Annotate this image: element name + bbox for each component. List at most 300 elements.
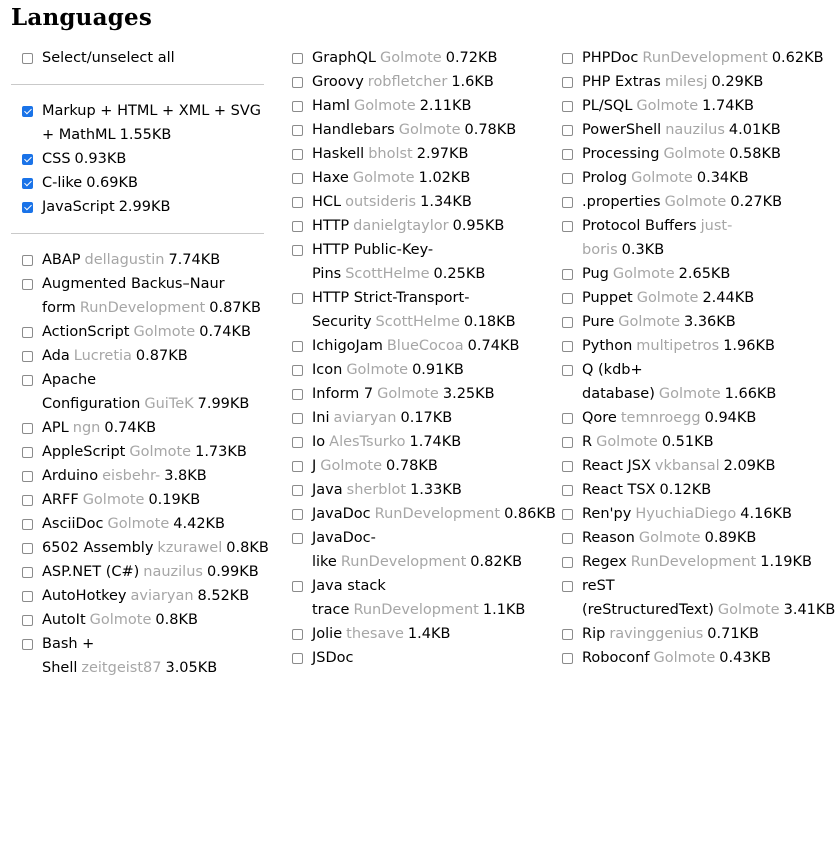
- language-label[interactable]: ASP.NET (C#): [42, 564, 140, 580]
- file-size: 0.87KB: [209, 300, 261, 316]
- language-item[interactable]: [21, 147, 269, 171]
- language-label[interactable]: PHP Extras: [582, 74, 661, 90]
- language-item[interactable]: [561, 574, 835, 622]
- language-item[interactable]: [561, 358, 801, 406]
- language-label[interactable]: Apache Configuration: [42, 372, 141, 412]
- language-label[interactable]: C-like: [42, 175, 83, 191]
- file-size: 3.41KB: [783, 602, 835, 618]
- language-checkbox[interactable]: [292, 461, 303, 472]
- language-label[interactable]: Java: [312, 482, 343, 498]
- language-checkbox[interactable]: [22, 327, 33, 338]
- file-size: 0.74KB: [199, 324, 251, 340]
- author-link[interactable]: Golmote: [638, 530, 701, 546]
- language-label[interactable]: Markup + HTML + XML + SVG + MathML: [42, 103, 262, 143]
- language-checkbox[interactable]: [22, 375, 33, 386]
- file-size: 2.99KB: [118, 199, 171, 215]
- language-label[interactable]: React TSX: [582, 482, 656, 498]
- language-checkbox[interactable]: [22, 615, 33, 626]
- language-item[interactable]: [561, 550, 812, 574]
- language-checkbox[interactable]: [562, 125, 573, 136]
- file-size: 2.65KB: [678, 266, 731, 282]
- language-item[interactable]: [561, 334, 801, 358]
- language-checkbox[interactable]: [292, 485, 303, 496]
- language-checkbox[interactable]: [22, 178, 33, 189]
- author-link[interactable]: ScottHelme: [375, 314, 460, 330]
- author-link[interactable]: Golmote: [664, 194, 727, 210]
- author-link[interactable]: eisbehr-: [102, 468, 161, 484]
- language-item[interactable]: [561, 502, 801, 526]
- author-link[interactable]: BlueCocoa: [386, 338, 464, 354]
- language-checkbox[interactable]: [22, 423, 33, 434]
- author-link[interactable]: Golmote: [353, 98, 416, 114]
- separator-bottom: [11, 233, 264, 234]
- language-item[interactable]: [291, 406, 536, 430]
- language-label[interactable]: PL/SQL: [582, 98, 633, 114]
- language-label[interactable]: React JSX: [582, 458, 651, 474]
- author-link[interactable]: Golmote: [631, 170, 693, 186]
- language-checkbox[interactable]: [562, 101, 573, 112]
- column-1: [21, 46, 269, 680]
- language-label[interactable]: 6502 Assembly: [42, 540, 154, 556]
- language-label[interactable]: Bash + Shell: [42, 636, 95, 676]
- language-label[interactable]: Inform 7: [312, 386, 374, 402]
- language-checkbox[interactable]: [292, 581, 303, 592]
- language-checkbox[interactable]: [562, 365, 573, 376]
- language-checkbox[interactable]: [22, 543, 33, 554]
- file-size: 0.8KB: [226, 540, 269, 556]
- language-item[interactable]: [561, 214, 801, 262]
- language-checkbox[interactable]: [292, 653, 303, 664]
- language-item[interactable]: [561, 526, 801, 550]
- language-checkbox[interactable]: [22, 106, 33, 117]
- language-item[interactable]: [291, 46, 536, 70]
- language-item[interactable]: [291, 286, 536, 334]
- language-label[interactable]: PowerShell: [582, 122, 662, 138]
- language-item[interactable]: [21, 99, 269, 147]
- language-checkbox[interactable]: [22, 471, 33, 482]
- language-item[interactable]: [21, 195, 269, 219]
- author-link[interactable]: Golmote: [636, 290, 699, 306]
- language-label[interactable]: Puppet: [582, 290, 633, 306]
- language-label[interactable]: Icon: [312, 362, 343, 378]
- language-item[interactable]: [291, 238, 536, 286]
- language-checkbox[interactable]: [562, 581, 573, 592]
- file-size: 1.4KB: [407, 626, 451, 642]
- author-link[interactable]: ngn: [72, 420, 101, 436]
- author-link[interactable]: multipetros: [636, 338, 720, 354]
- language-item[interactable]: [561, 94, 801, 118]
- language-item[interactable]: [561, 478, 801, 502]
- file-size: 2.09KB: [723, 458, 776, 474]
- file-size: 0.3KB: [621, 242, 665, 258]
- file-size: 0.89KB: [704, 530, 757, 546]
- language-label[interactable]: Java stack trace: [312, 578, 386, 618]
- language-checkbox[interactable]: [562, 629, 573, 640]
- language-checkbox[interactable]: [292, 533, 303, 544]
- author-link[interactable]: Golmote: [653, 650, 716, 666]
- author-link[interactable]: Golmote: [717, 602, 780, 618]
- language-label[interactable]: AsciiDoc: [42, 516, 104, 532]
- language-checkbox[interactable]: [562, 461, 573, 472]
- language-item[interactable]: [561, 190, 801, 214]
- column-2: [291, 46, 556, 670]
- language-label[interactable]: Qore: [582, 410, 617, 426]
- language-checkbox[interactable]: [292, 221, 303, 232]
- file-size: 0.19KB: [148, 492, 201, 508]
- author-link[interactable]: nauzilus: [143, 564, 203, 580]
- author-link[interactable]: Golmote: [352, 170, 415, 186]
- language-checkbox[interactable]: [292, 629, 303, 640]
- file-size: 0.72KB: [445, 50, 498, 66]
- language-item[interactable]: [561, 46, 824, 70]
- language-item[interactable]: [291, 70, 536, 94]
- author-link[interactable]: Golmote: [618, 314, 680, 330]
- author-link[interactable]: bholst: [368, 146, 413, 162]
- language-checkbox[interactable]: [22, 567, 33, 578]
- file-size: 3.36KB: [684, 314, 736, 330]
- file-size: 1.1KB: [482, 602, 526, 618]
- language-item[interactable]: [291, 214, 536, 238]
- author-link[interactable]: Golmote: [398, 122, 461, 138]
- language-item[interactable]: [291, 382, 536, 406]
- language-label[interactable]: IchigoJam: [312, 338, 383, 354]
- language-checkbox[interactable]: [292, 389, 303, 400]
- language-label[interactable]: Jolie: [312, 626, 343, 642]
- language-checkbox[interactable]: [562, 533, 573, 544]
- language-label[interactable]: Protocol Buffers: [582, 218, 697, 234]
- language-label[interactable]: Haskell: [312, 146, 365, 162]
- language-checkbox[interactable]: [22, 495, 33, 506]
- language-checkbox[interactable]: [562, 173, 573, 184]
- language-label[interactable]: Python: [582, 338, 633, 354]
- language-item[interactable]: [21, 171, 269, 195]
- language-checkbox[interactable]: [292, 365, 303, 376]
- language-label[interactable]: GraphQL: [312, 50, 376, 66]
- language-label[interactable]: HCL: [312, 194, 342, 210]
- language-checkbox[interactable]: [292, 173, 303, 184]
- language-label[interactable]: ARFF: [42, 492, 79, 508]
- file-size: 1.74KB: [409, 434, 462, 450]
- language-item[interactable]: [561, 142, 801, 166]
- language-checkbox[interactable]: [562, 485, 573, 496]
- author-link[interactable]: ScottHelme: [345, 266, 430, 282]
- language-item[interactable]: [291, 358, 536, 382]
- language-item[interactable]: [21, 368, 269, 416]
- language-item[interactable]: [561, 622, 801, 646]
- language-checkbox[interactable]: [292, 437, 303, 448]
- language-item[interactable]: [291, 574, 536, 622]
- file-size: 0.27KB: [730, 194, 783, 210]
- language-label[interactable]: .properties: [582, 194, 661, 210]
- language-item[interactable]: [21, 488, 269, 512]
- language-label[interactable]: Handlebars: [312, 122, 395, 138]
- language-label[interactable]: Groovy: [312, 74, 364, 90]
- language-label[interactable]: PHPDoc: [582, 50, 639, 66]
- language-label[interactable]: Arduino: [42, 468, 99, 484]
- language-checkbox[interactable]: [22, 154, 33, 165]
- language-item[interactable]: [21, 416, 269, 440]
- author-link[interactable]: kzurawel: [157, 540, 223, 556]
- language-label[interactable]: ABAP: [42, 252, 81, 268]
- language-checkbox[interactable]: [562, 77, 573, 88]
- language-checkbox[interactable]: [292, 53, 303, 64]
- language-item[interactable]: [291, 430, 536, 454]
- language-label[interactable]: Regex: [582, 554, 627, 570]
- language-label[interactable]: JSDoc: [312, 650, 354, 666]
- author-link[interactable]: Golmote: [663, 146, 726, 162]
- author-link[interactable]: Golmote: [379, 50, 442, 66]
- language-label[interactable]: Roboconf: [582, 650, 650, 666]
- file-size: 7.99KB: [197, 396, 250, 412]
- language-item[interactable]: [561, 454, 801, 478]
- language-checkbox[interactable]: [562, 653, 573, 664]
- language-item[interactable]: [561, 406, 801, 430]
- file-size: 0.82KB: [470, 554, 523, 570]
- language-checkbox[interactable]: [22, 279, 33, 290]
- page-title: Languages: [11, 4, 152, 31]
- language-item[interactable]: [561, 430, 801, 454]
- author-link[interactable]: aviaryan: [333, 410, 397, 426]
- language-label[interactable]: JavaDoc-like: [312, 530, 376, 570]
- language-item[interactable]: [561, 286, 801, 310]
- language-checkbox[interactable]: [22, 202, 33, 213]
- language-list-col1: [21, 248, 269, 680]
- language-checkbox[interactable]: [292, 125, 303, 136]
- file-size: 0.51KB: [661, 434, 714, 450]
- file-size: 1.34KB: [420, 194, 472, 210]
- enabled-languages-group: [21, 99, 269, 219]
- language-item[interactable]: [21, 608, 269, 632]
- language-label[interactable]: Ini: [312, 410, 330, 426]
- language-item[interactable]: [291, 142, 536, 166]
- language-label[interactable]: Pug: [582, 266, 609, 282]
- language-label[interactable]: Q (kdb+ database): [582, 362, 655, 402]
- language-checkbox[interactable]: [292, 413, 303, 424]
- language-item[interactable]: [561, 310, 801, 334]
- language-label[interactable]: R: [582, 434, 593, 450]
- language-checkbox[interactable]: [562, 197, 573, 208]
- language-label[interactable]: Processing: [582, 146, 660, 162]
- file-size: 0.91KB: [412, 362, 464, 378]
- language-checkbox[interactable]: [292, 245, 303, 256]
- file-size: 3.25KB: [442, 386, 495, 402]
- language-label[interactable]: Prolog: [582, 170, 628, 186]
- language-item[interactable]: [561, 118, 801, 142]
- author-link[interactable]: RunDevelopment: [642, 50, 768, 66]
- language-label[interactable]: Io: [312, 434, 326, 450]
- language-checkbox[interactable]: [292, 77, 303, 88]
- author-link[interactable]: danielgtaylor: [353, 218, 449, 234]
- language-checkbox[interactable]: [562, 509, 573, 520]
- language-item[interactable]: [21, 440, 269, 464]
- language-checkbox[interactable]: [292, 509, 303, 520]
- language-label[interactable]: AutoIt: [42, 612, 86, 628]
- language-checkbox[interactable]: [22, 591, 33, 602]
- language-item[interactable]: [21, 344, 269, 368]
- language-label[interactable]: ActionScript: [42, 324, 130, 340]
- language-item[interactable]: [561, 70, 801, 94]
- language-checkbox[interactable]: [562, 341, 573, 352]
- author-link[interactable]: Golmote: [129, 444, 192, 460]
- author-link[interactable]: HyuchiaDiego: [635, 506, 737, 522]
- author-link[interactable]: RunDevelopment: [374, 506, 501, 522]
- language-label[interactable]: reST (reStructuredText): [582, 578, 714, 618]
- language-item[interactable]: [291, 478, 536, 502]
- language-label[interactable]: CSS: [42, 151, 71, 167]
- author-link[interactable]: aviaryan: [130, 588, 194, 604]
- language-label[interactable]: Ren'py: [582, 506, 632, 522]
- language-checkbox[interactable]: [292, 197, 303, 208]
- language-checkbox[interactable]: [562, 149, 573, 160]
- language-checkbox[interactable]: [562, 53, 573, 64]
- language-checkbox[interactable]: [292, 149, 303, 160]
- language-checkbox[interactable]: [292, 101, 303, 112]
- language-label[interactable]: AutoHotkey: [42, 588, 127, 604]
- author-link[interactable]: AlesTsurko: [329, 434, 406, 450]
- language-item[interactable]: [21, 464, 269, 488]
- file-size: 0.12KB: [659, 482, 712, 498]
- file-size: 1.33KB: [410, 482, 462, 498]
- file-size: 1.73KB: [195, 444, 247, 460]
- language-label[interactable]: Augmented Backus–Naur form: [42, 276, 225, 316]
- author-link[interactable]: temnroegg: [620, 410, 701, 426]
- file-size: 4.42KB: [173, 516, 226, 532]
- language-checkbox[interactable]: [22, 447, 33, 458]
- language-label[interactable]: HTTP Strict-Transport-Security: [312, 290, 470, 330]
- author-link[interactable]: RunDevelopment: [353, 602, 479, 618]
- author-link[interactable]: Golmote: [107, 516, 170, 532]
- author-link[interactable]: robfletcher: [367, 74, 448, 90]
- file-size: 4.16KB: [740, 506, 793, 522]
- select-all-item[interactable]: [21, 46, 269, 70]
- select-all-checkbox[interactable]: [22, 53, 33, 64]
- language-checkbox[interactable]: [562, 413, 573, 424]
- select-all-group: [21, 46, 269, 70]
- file-size: 7.74KB: [168, 252, 221, 268]
- language-label[interactable]: APL: [42, 420, 69, 436]
- file-size: 0.74KB: [467, 338, 520, 354]
- author-link[interactable]: Golmote: [346, 362, 409, 378]
- language-label[interactable]: J: [312, 458, 317, 474]
- file-size: 0.34KB: [696, 170, 749, 186]
- language-item[interactable]: [21, 320, 269, 344]
- language-item[interactable]: [291, 190, 536, 214]
- language-checkbox[interactable]: [562, 269, 573, 280]
- language-item[interactable]: [291, 94, 536, 118]
- language-label[interactable]: Select/unselect all: [42, 50, 175, 66]
- file-size: 0.58KB: [729, 146, 781, 162]
- author-link[interactable]: outsideris: [345, 194, 417, 210]
- author-link[interactable]: Golmote: [82, 492, 145, 508]
- author-link[interactable]: sherblot: [346, 482, 407, 498]
- language-label[interactable]: Pure: [582, 314, 615, 330]
- language-checkbox[interactable]: [22, 255, 33, 266]
- language-item[interactable]: [291, 334, 536, 358]
- author-link[interactable]: milesj: [664, 74, 708, 90]
- language-label[interactable]: Haxe: [312, 170, 349, 186]
- language-item[interactable]: [291, 622, 536, 646]
- file-size: 1.96KB: [723, 338, 775, 354]
- language-item[interactable]: [291, 166, 536, 190]
- language-checkbox[interactable]: [562, 557, 573, 568]
- language-item[interactable]: [21, 632, 269, 680]
- language-label[interactable]: Ada: [42, 348, 70, 364]
- language-checkbox[interactable]: [562, 437, 573, 448]
- file-size: 8.52KB: [197, 588, 250, 604]
- author-link[interactable]: Golmote: [658, 386, 721, 402]
- author-link[interactable]: vkbansal: [654, 458, 720, 474]
- column-3: [561, 46, 835, 670]
- language-item[interactable]: [291, 526, 536, 574]
- language-item[interactable]: [21, 536, 269, 560]
- file-size: 0.69KB: [86, 175, 138, 191]
- language-item[interactable]: [291, 118, 536, 142]
- language-label[interactable]: Rip: [582, 626, 606, 642]
- author-link[interactable]: Golmote: [377, 386, 439, 402]
- author-link[interactable]: Lucretia: [73, 348, 132, 364]
- author-link[interactable]: Golmote: [89, 612, 152, 628]
- language-checkbox[interactable]: [562, 221, 573, 232]
- language-checkbox[interactable]: [292, 293, 303, 304]
- language-item[interactable]: [21, 560, 269, 584]
- language-item[interactable]: [291, 646, 536, 670]
- file-size: 2.44KB: [702, 290, 755, 306]
- language-item[interactable]: [21, 512, 269, 536]
- language-checkbox[interactable]: [562, 293, 573, 304]
- author-link[interactable]: RunDevelopment: [630, 554, 757, 570]
- author-link[interactable]: GuiTeK: [144, 396, 194, 412]
- author-link[interactable]: dellagustin: [84, 252, 165, 268]
- language-item[interactable]: [561, 166, 801, 190]
- author-link[interactable]: Golmote: [596, 434, 658, 450]
- language-label[interactable]: JavaScript: [42, 199, 115, 215]
- author-link[interactable]: Golmote: [612, 266, 675, 282]
- author-link[interactable]: thesave: [346, 626, 404, 642]
- author-link[interactable]: zeitgeist87: [81, 660, 162, 676]
- language-label[interactable]: Haml: [312, 98, 350, 114]
- language-checkbox[interactable]: [292, 341, 303, 352]
- author-link[interactable]: ravinggenius: [609, 626, 704, 642]
- author-link[interactable]: just-boris: [582, 218, 733, 258]
- language-item[interactable]: [21, 248, 269, 272]
- language-label[interactable]: HTTP Public-Key-Pins: [312, 242, 434, 282]
- language-list-col2: [291, 46, 556, 670]
- language-checkbox[interactable]: [22, 519, 33, 530]
- language-item[interactable]: [291, 502, 556, 526]
- language-label[interactable]: AppleScript: [42, 444, 126, 460]
- language-item[interactable]: [291, 454, 536, 478]
- language-item[interactable]: [21, 272, 269, 320]
- author-link[interactable]: Golmote: [636, 98, 699, 114]
- file-size: 1.02KB: [418, 170, 471, 186]
- language-checkbox[interactable]: [562, 317, 573, 328]
- file-size: 0.87KB: [135, 348, 188, 364]
- language-label[interactable]: HTTP: [312, 218, 350, 234]
- file-size: 1.66KB: [724, 386, 777, 402]
- language-checkbox[interactable]: [22, 351, 33, 362]
- language-item[interactable]: [561, 646, 801, 670]
- author-link[interactable]: Golmote: [133, 324, 196, 340]
- author-link[interactable]: Golmote: [320, 458, 383, 474]
- author-link[interactable]: RunDevelopment: [79, 300, 206, 316]
- author-link[interactable]: RunDevelopment: [340, 554, 467, 570]
- author-link[interactable]: nauzilus: [665, 122, 725, 138]
- language-checkbox[interactable]: [22, 639, 33, 650]
- language-label[interactable]: JavaDoc: [312, 506, 371, 522]
- language-item[interactable]: [21, 584, 269, 608]
- language-label[interactable]: Reason: [582, 530, 635, 546]
- language-item[interactable]: [561, 262, 801, 286]
